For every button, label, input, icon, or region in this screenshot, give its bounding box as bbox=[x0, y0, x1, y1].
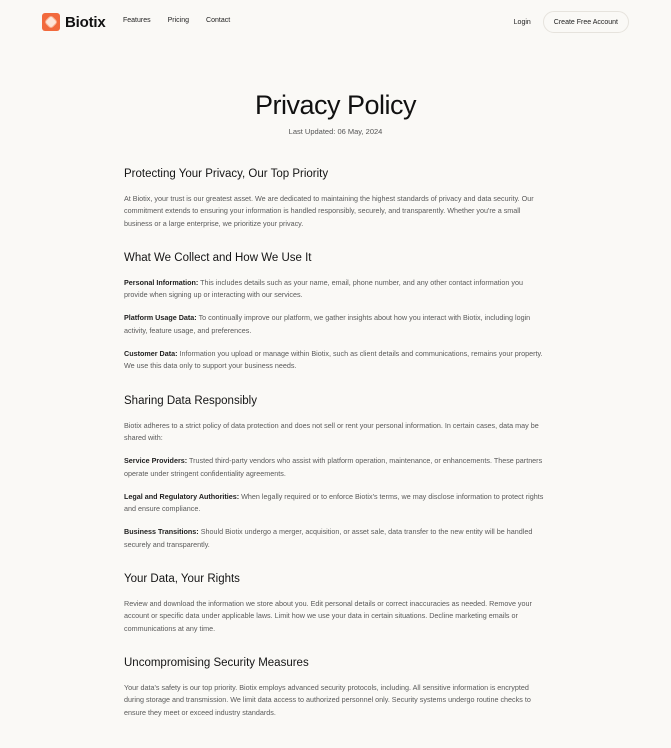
policy-content bbox=[124, 167, 547, 719]
nav-link-pricing[interactable]: Pricing bbox=[167, 17, 190, 24]
section-paragraph: At Biotix, your trust is our greatest asset. We are dedicated to maintaining the highest standards of privacy and data security. Our commitment extends to ensuring your information is handled responsibly, securely, and transparently. Whether you're a small business or a large enterprise, we prioritize your privacy. bbox=[124, 194, 534, 228]
section-protecting-privacy bbox=[124, 167, 547, 230]
section-heading: What We Collect and How We Use It bbox=[124, 251, 312, 264]
section-paragraph: Your data's safety is our top priority. Biotix employs advanced security protocols, including. All sensitive information is encrypted during storage and transmission. We limit data access to authorized personnel only. Security systems undergo routine checks to ensure they meet or exceed industry standards. bbox=[124, 682, 531, 717]
section-paragraph: Biotix adheres to a strict policy of data protection and does not sell or rent your personal information. In certain cases, data may be shared with: bbox=[124, 420, 539, 442]
biotix-logo-icon bbox=[42, 13, 60, 31]
page-header bbox=[0, 89, 671, 136]
section-paragraph: Customer Data: Information you upload or manage within Biotix, such as client details and communications, remains your property. We use this data only to support your business needs. bbox=[124, 349, 543, 371]
section-heading: Sharing Data Responsibly bbox=[124, 394, 257, 407]
term-label: Customer Data: bbox=[124, 349, 178, 359]
section-what-we-collect bbox=[124, 251, 547, 373]
term-label: Platform Usage Data: bbox=[124, 313, 197, 323]
brand-name: Biotix bbox=[65, 13, 106, 31]
create-free-account-button[interactable]: Create Free Account bbox=[543, 11, 629, 33]
section-paragraph: Personal Information: This includes details such as your name, email, phone number, and any other contact information you provide when signing up or interacting with our services. bbox=[124, 277, 523, 300]
section-sharing-data bbox=[124, 394, 547, 551]
section-security-measures bbox=[124, 656, 547, 719]
term-label: Legal and Regulatory Authorities: bbox=[124, 491, 240, 501]
section-paragraph: Service Providers: Trusted third-party vendors who assist with platform operation, maintenance, or enhancements. These partners operate under stringent confidentiality agreements. bbox=[124, 456, 543, 478]
section-paragraph: Platform Usage Data: To continually improve our platform, we gather insights about how you interact with Biotix, including login activity, feature usage, and preferences. bbox=[124, 313, 531, 335]
login-link[interactable]: Login bbox=[513, 18, 531, 26]
primary-nav bbox=[123, 17, 230, 24]
top-navigation bbox=[0, 0, 671, 44]
section-heading: Uncompromising Security Measures bbox=[124, 656, 309, 669]
last-updated-date: Last Updated: 06 May, 2024 bbox=[288, 127, 383, 136]
section-heading: Your Data, Your Rights bbox=[124, 573, 240, 586]
brand-logo-link[interactable] bbox=[42, 13, 105, 31]
nav-link-features[interactable]: Features bbox=[123, 17, 151, 24]
section-paragraph: Business Transitions: Should Biotix undergo a merger, acquisition, or asset sale, data transfer to the new entity will be handled securely and transparently. bbox=[124, 527, 533, 549]
term-label: Business Transitions: bbox=[124, 527, 199, 537]
section-paragraph: Review and download the information we store about you. Edit personal details or correct inaccuracies as needed. Remove your account or specific data under applicable laws. Limit how we use your data in certain situations. Decline marketing emails or communications at any time. bbox=[124, 599, 532, 633]
section-heading: Protecting Your Privacy, Our Top Priority bbox=[124, 168, 329, 180]
nav-link-contact[interactable]: Contact bbox=[206, 17, 231, 24]
section-your-rights bbox=[124, 572, 547, 635]
section-paragraph: Legal and Regulatory Authorities: When legally required or to enforce Biotix's terms, we may disclose information to protect rights and ensure compliance. bbox=[124, 491, 544, 514]
page-title: Privacy Policy bbox=[254, 90, 417, 120]
term-label: Personal Information: bbox=[124, 277, 199, 287]
term-label: Service Providers: bbox=[124, 456, 188, 466]
nav-actions bbox=[514, 11, 629, 33]
